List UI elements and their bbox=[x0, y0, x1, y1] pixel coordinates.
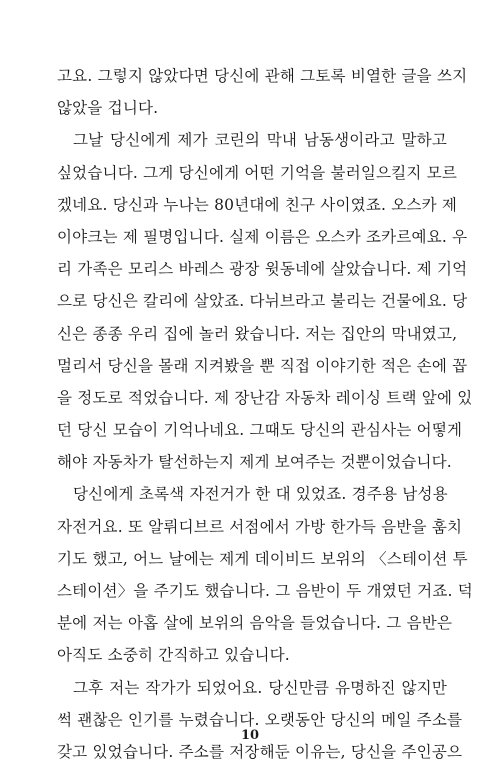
text-line: 리 가족은 모리스 바레스 광장 윗동네에 살았습니다. 제 기억 bbox=[57, 260, 468, 279]
text-line: 스테이션〉을 주기도 했습니다. 그 음반이 두 개였던 거죠. 덕 bbox=[57, 582, 473, 600]
body-text bbox=[57, 60, 473, 768]
text-line: 을 정도로 적었습니다. 제 장난감 자동차 레이싱 트랙 앞에 있 bbox=[57, 388, 473, 407]
text-line: 썩 괜찮은 인기를 누렸습니다. 오랫동안 당신의 메일 주소를 bbox=[57, 710, 463, 729]
text-line: 자전거요. 또 알뤼디브르 서점에서 가방 한가득 음반을 훔치 bbox=[57, 517, 463, 536]
text-line: 그날 당신에게 제가 코린의 막내 남동생이라고 말하고 bbox=[73, 131, 447, 150]
text-line: 아직도 소중히 간직하고 있습니다. bbox=[57, 646, 290, 665]
text-line: 이야크는 제 필명입니다. 실제 이름은 오스카 조카르예요. 우 bbox=[57, 227, 468, 246]
text-line: 신은 종종 우리 집에 놀러 왔습니다. 저는 집안의 막내였고, bbox=[57, 324, 458, 343]
text-line: 그후 저는 작가가 되었어요. 당신만큼 유명하진 않지만 bbox=[73, 678, 447, 697]
text-line: 멀리서 당신을 몰래 지켜봤을 뿐 직접 이야기한 적은 손에 꼽 bbox=[57, 356, 468, 375]
text-line: 기도 했고, 어느 날에는 제게 데이비드 보위의 〈스테이션 투 bbox=[57, 549, 468, 568]
text-line: 싶었습니다. 그게 당신에게 어떤 기억을 불러일으킬지 모르 bbox=[57, 163, 458, 182]
text-line: 던 당신 모습이 기억나네요. 그때도 당신의 관심사는 어떻게 bbox=[57, 421, 463, 440]
text-line: 않았을 겁니다. bbox=[57, 99, 159, 118]
text-line: 갖고 있었습니다. 주소를 저장해둔 이유는, 당신을 주인공으 bbox=[57, 742, 463, 761]
text-line: 해야 자동차가 탈선하는지 제게 보여주는 것뿐이었습니다. bbox=[57, 453, 452, 472]
text-line: 고요. 그렇지 않았다면 당신에 관해 그토록 비열한 글을 쓰지 bbox=[57, 67, 468, 85]
page-number: 10 bbox=[240, 728, 260, 743]
text-line: 분에 저는 아홉 살에 보위의 음악을 들었습니다. 그 음반은 bbox=[57, 614, 453, 633]
text-line: 당신에게 초록색 자전거가 한 대 있었죠. 경주용 남성용 bbox=[73, 485, 448, 504]
text-line: 으로 당신은 칼리에 살았죠. 다뉘브라고 불리는 건물에요. 당 bbox=[57, 292, 468, 311]
text-line: 겠네요. 당신과 누나는 80년대에 친구 사이였죠. 오스카 제 bbox=[57, 195, 458, 214]
